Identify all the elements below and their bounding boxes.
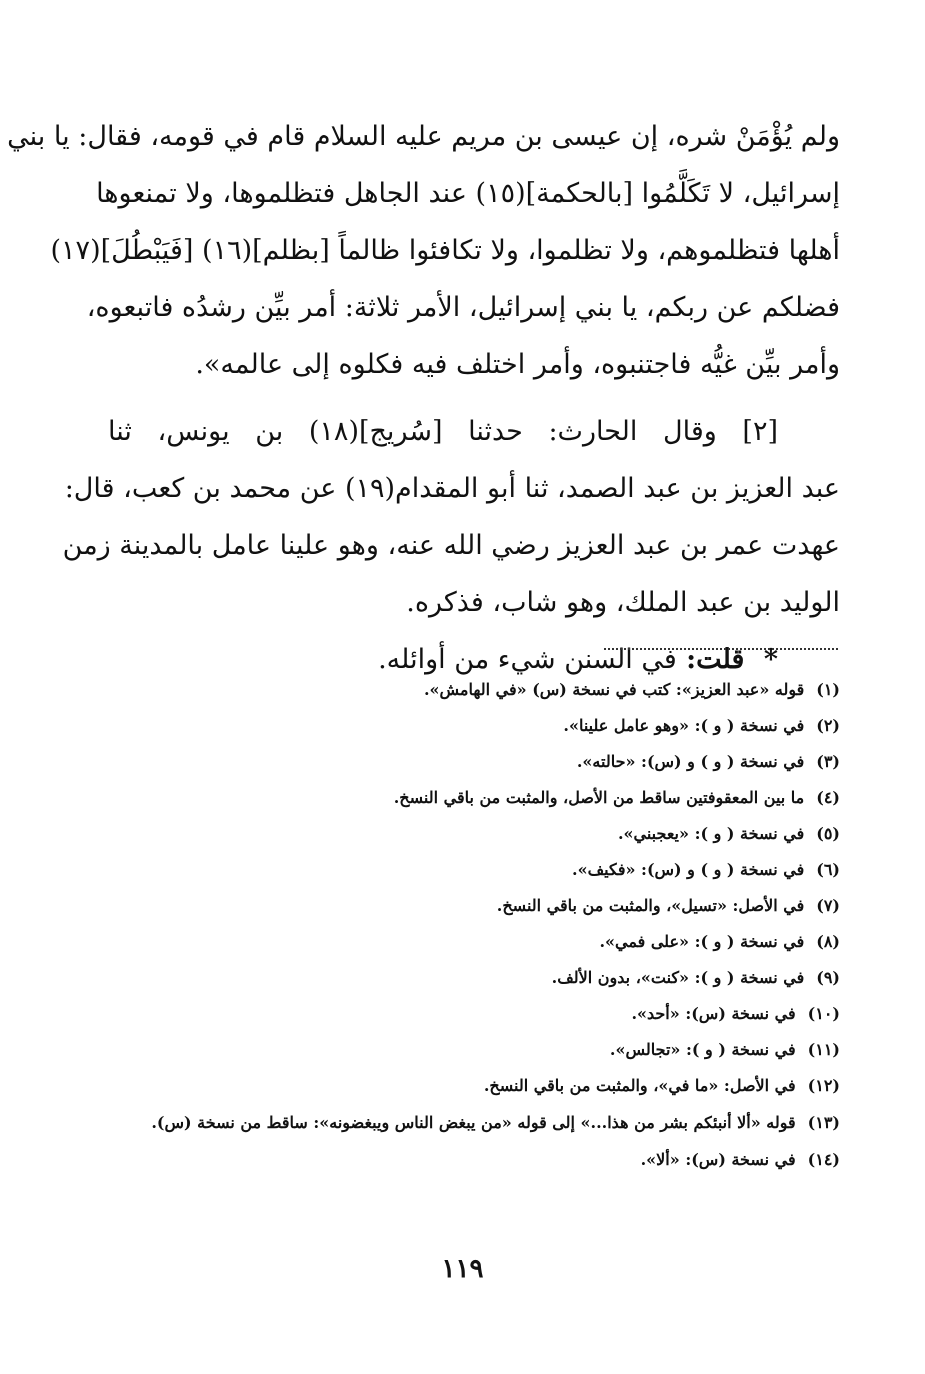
note-text: في السنن شيء من أوائله. <box>378 644 677 675</box>
footnote-number: (٨) <box>816 932 840 951</box>
footnote-text: في نسخة ( و ): «على فمي». <box>599 932 805 951</box>
footnote-text: في نسخة ( و ): «تجالس». <box>609 1040 796 1059</box>
footnote-number: (٢) <box>816 716 840 735</box>
main-text <box>7 108 840 688</box>
footnote-number: (١٣) <box>807 1113 840 1132</box>
footnote-text: في نسخة ( و ): «وهو عامل علينا». <box>563 716 805 735</box>
star-icon: * <box>763 644 778 675</box>
footnote-number: (١) <box>816 680 840 699</box>
text-line: إسرائيل، لا تَكَلَّمُوا [بالحكمة](١٥) عند الجاهل فتظلموها، ولا تمنعوها <box>96 178 840 209</box>
footnote-number: (١٤) <box>807 1150 840 1169</box>
footnote-text: في نسخة (س): «ألا». <box>640 1150 796 1169</box>
page-number: ١١٩ <box>441 1254 484 1284</box>
footnote-number: (٩) <box>816 968 840 987</box>
footnote-text: في الأصل: «تسيل»، والمثبت من باقي النسخ. <box>496 896 805 915</box>
footnote <box>108 924 840 960</box>
footnote <box>108 1104 840 1142</box>
footnote-text: ما بين المعقوفتين ساقط من الأصل، والمثبت من باقي النسخ. <box>393 788 805 807</box>
footnote-number: (٣) <box>816 752 840 771</box>
footnote <box>108 996 840 1032</box>
footnotes <box>108 672 840 1178</box>
footnote <box>108 780 840 816</box>
footnote <box>108 1142 840 1178</box>
footnote-separator <box>604 648 838 650</box>
text-line: وأمر بيِّن غيُّه فاجتنبوه، وأمر اختلف فيه فكلوه إلى عالمه». <box>195 349 840 380</box>
text-line: فضلكم عن ربكم، يا بني إسرائيل، الأمر ثلاثة: أمر بيِّن رشدُه فاتبعوه، <box>86 292 840 323</box>
footnote <box>108 672 840 708</box>
text-line: [٢] وقال الحارث: حدثنا [سُريج](١٨) بن يونس، ثنا <box>108 416 778 447</box>
footnote <box>108 816 840 852</box>
footnote-text: في نسخة ( و ) و (س): «فكيف». <box>572 860 805 879</box>
text-line: ولم يُؤْمَنْ شره، إن عيسى بن مريم عليه السلام قام في قومه، فقال: يا بني <box>7 121 840 152</box>
footnote-text: في نسخة ( و ) و (س): «حالته». <box>576 752 805 771</box>
text-line: أهلها فتظلموهم، ولا تظلموا، ولا تكافئوا ظالماً [بظلم](١٦) [فَيَبْطُلَ](١٧) <box>50 235 840 266</box>
note-label: قلت: <box>686 644 745 675</box>
footnote-text: في نسخة ( و ): «يعجبني». <box>617 824 805 843</box>
text-line: عهدت عمر بن عبد العزيز رضي الله عنه، وهو علينا عامل بالمدينة زمن <box>62 530 840 561</box>
footnote-text: في نسخة (س): «أحد». <box>631 1004 796 1023</box>
footnote-number: (٥) <box>816 824 840 843</box>
footnote <box>108 744 840 780</box>
footnote-number: (١٢) <box>807 1076 840 1095</box>
footnote <box>108 1068 840 1104</box>
footnote <box>108 708 840 744</box>
footnote-text: في نسخة ( و ): «كنت»، بدون الألف. <box>551 968 805 987</box>
footnote-text: قوله «عبد العزيز»: كتب في نسخة (س) «في الهامش». <box>423 680 805 699</box>
footnote-number: (٤) <box>816 788 840 807</box>
footnote-text: في الأصل: «ما في»، والمثبت من باقي النسخ. <box>483 1076 796 1095</box>
footnote-number: (٦) <box>816 860 840 879</box>
footnote <box>108 888 840 924</box>
footnote-number: (١٠) <box>807 1004 840 1023</box>
text-line: عبد العزيز بن عبد الصمد، ثنا أبو المقدام(١٩) عن محمد بن كعب، قال: <box>64 473 840 504</box>
footnote-text: قوله «ألا أنبئكم بشر من هذا...» إلى قوله «من يبغض الناس ويبغضونه»: ساقط من نسخة (س). <box>151 1113 796 1132</box>
footnote-number: (٧) <box>816 896 840 915</box>
footnote <box>108 1032 840 1068</box>
footnote-number: (١١) <box>807 1040 840 1059</box>
footnote <box>108 960 840 996</box>
footnote <box>108 852 840 888</box>
text-line: الوليد بن عبد الملك، وهو شاب، فذكره. <box>406 587 840 618</box>
